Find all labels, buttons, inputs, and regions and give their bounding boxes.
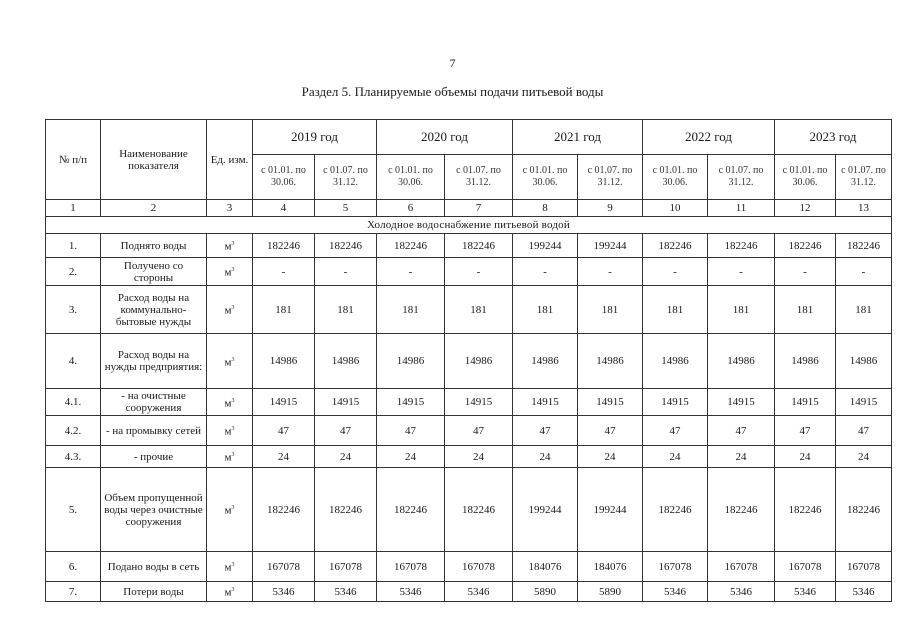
column-number: 8 bbox=[513, 200, 578, 217]
row-unit bbox=[207, 286, 253, 334]
unit-exponent: 3 bbox=[231, 356, 235, 363]
unit-exponent: 3 bbox=[231, 452, 235, 459]
period-h1: с 01.01. по 30.06. bbox=[253, 155, 315, 200]
value-cell: 167078 bbox=[445, 552, 513, 582]
column-number: 6 bbox=[377, 200, 445, 217]
unit-base: м bbox=[224, 425, 232, 438]
row-number: 4.3. bbox=[46, 446, 101, 468]
value-cell: 167078 bbox=[315, 552, 377, 582]
section-title: Раздел 5. Планируемые объемы подачи питьевой воды bbox=[301, 84, 604, 99]
unit-base: м bbox=[224, 586, 232, 599]
value-cell: 47 bbox=[643, 416, 708, 446]
value-cell: 182246 bbox=[836, 468, 892, 552]
value-cell: 167078 bbox=[708, 552, 775, 582]
period-h2: с 01.07. по 31.12. bbox=[836, 155, 892, 200]
value-cell: - bbox=[775, 258, 836, 286]
row-number: 4. bbox=[46, 334, 101, 389]
value-cell: - bbox=[513, 258, 578, 286]
unit-exponent: 3 bbox=[231, 305, 235, 312]
value-cell: 14986 bbox=[513, 334, 578, 389]
value-cell: 24 bbox=[445, 446, 513, 468]
value-cell: 182246 bbox=[315, 468, 377, 552]
value-cell: 14986 bbox=[377, 334, 445, 389]
value-cell: 182246 bbox=[377, 468, 445, 552]
value-cell: 5346 bbox=[708, 582, 775, 602]
value-cell: 14986 bbox=[836, 334, 892, 389]
table-row bbox=[46, 552, 892, 582]
unit-base: м bbox=[224, 304, 232, 317]
unit-exponent: 3 bbox=[231, 397, 235, 404]
row-unit bbox=[207, 416, 253, 446]
value-cell: 14915 bbox=[708, 389, 775, 416]
table-row bbox=[46, 468, 892, 552]
section-label: Холодное водоснабжение питьевой водой bbox=[46, 217, 892, 234]
row-name: - на промывку сетей bbox=[101, 416, 207, 446]
value-cell: 47 bbox=[253, 416, 315, 446]
unit-exponent: 3 bbox=[231, 267, 235, 274]
value-cell: 14986 bbox=[578, 334, 643, 389]
value-cell: - bbox=[643, 258, 708, 286]
row-number: 7. bbox=[46, 582, 101, 602]
value-cell: 5346 bbox=[315, 582, 377, 602]
period-h1: с 01.01. по 30.06. bbox=[513, 155, 578, 200]
value-cell: 5346 bbox=[836, 582, 892, 602]
unit-exponent: 3 bbox=[231, 587, 235, 594]
row-name: - на очистные сооружения bbox=[101, 389, 207, 416]
row-name: Подано воды в сеть bbox=[101, 552, 207, 582]
value-cell: 47 bbox=[775, 416, 836, 446]
row-name: Расход воды на коммунально-бытовые нужды bbox=[101, 286, 207, 334]
period-h1: с 01.01. по 30.06. bbox=[377, 155, 445, 200]
value-cell: 182246 bbox=[775, 468, 836, 552]
value-cell: 182246 bbox=[315, 234, 377, 258]
table-row bbox=[46, 258, 892, 286]
unit-exponent: 3 bbox=[231, 562, 235, 569]
period-h1: с 01.01. по 30.06. bbox=[775, 155, 836, 200]
column-number: 4 bbox=[253, 200, 315, 217]
value-cell: 181 bbox=[578, 286, 643, 334]
value-cell: 182246 bbox=[445, 234, 513, 258]
value-cell: 14986 bbox=[775, 334, 836, 389]
header-num: № п/п bbox=[46, 120, 101, 200]
table-row bbox=[46, 446, 892, 468]
row-unit bbox=[207, 468, 253, 552]
table-row bbox=[46, 334, 892, 389]
table-row bbox=[46, 582, 892, 602]
value-cell: 182246 bbox=[836, 234, 892, 258]
value-cell: 14915 bbox=[836, 389, 892, 416]
header-year-2019: 2019 год bbox=[253, 120, 377, 155]
value-cell: 47 bbox=[445, 416, 513, 446]
value-cell: 47 bbox=[377, 416, 445, 446]
period-h2: с 01.07. по 31.12. bbox=[578, 155, 643, 200]
row-number: 5. bbox=[46, 468, 101, 552]
period-h2: с 01.07. по 31.12. bbox=[445, 155, 513, 200]
unit-base: м bbox=[224, 561, 232, 574]
row-name: Получено со стороны bbox=[101, 258, 207, 286]
unit-base: м bbox=[224, 504, 232, 517]
header-year-2023: 2023 год bbox=[775, 120, 892, 155]
value-cell: 14915 bbox=[643, 389, 708, 416]
value-cell: 14986 bbox=[445, 334, 513, 389]
row-number: 1. bbox=[46, 234, 101, 258]
page-number: 7 bbox=[449, 56, 456, 70]
value-cell: 181 bbox=[708, 286, 775, 334]
value-cell: 181 bbox=[836, 286, 892, 334]
value-cell: 182246 bbox=[377, 234, 445, 258]
unit-base: м bbox=[224, 356, 232, 369]
value-cell: 167078 bbox=[643, 552, 708, 582]
value-cell: 47 bbox=[315, 416, 377, 446]
row-unit bbox=[207, 446, 253, 468]
value-cell: - bbox=[377, 258, 445, 286]
value-cell: 182246 bbox=[445, 468, 513, 552]
unit-base: м bbox=[224, 266, 232, 279]
header-year-2020: 2020 год bbox=[377, 120, 513, 155]
column-number: 7 bbox=[445, 200, 513, 217]
value-cell: 14915 bbox=[513, 389, 578, 416]
value-cell: 24 bbox=[377, 446, 445, 468]
value-cell: 167078 bbox=[253, 552, 315, 582]
value-cell: 24 bbox=[836, 446, 892, 468]
table-row bbox=[46, 416, 892, 446]
column-number: 12 bbox=[775, 200, 836, 217]
value-cell: 184076 bbox=[578, 552, 643, 582]
value-cell: 199244 bbox=[513, 234, 578, 258]
value-cell: 182246 bbox=[643, 468, 708, 552]
unit-base: м bbox=[224, 451, 232, 464]
table-row bbox=[46, 286, 892, 334]
value-cell: 181 bbox=[643, 286, 708, 334]
value-cell: 24 bbox=[775, 446, 836, 468]
value-cell: - bbox=[315, 258, 377, 286]
value-cell: 14915 bbox=[253, 389, 315, 416]
value-cell: 14915 bbox=[377, 389, 445, 416]
row-unit bbox=[207, 582, 253, 602]
value-cell: 24 bbox=[513, 446, 578, 468]
value-cell: 5346 bbox=[445, 582, 513, 602]
value-cell: 24 bbox=[315, 446, 377, 468]
unit-exponent: 3 bbox=[231, 241, 235, 248]
value-cell: 5890 bbox=[578, 582, 643, 602]
value-cell: 14915 bbox=[315, 389, 377, 416]
table-row bbox=[46, 234, 892, 258]
header-year-2022: 2022 год bbox=[643, 120, 775, 155]
value-cell: 182246 bbox=[253, 468, 315, 552]
value-cell: - bbox=[578, 258, 643, 286]
unit-exponent: 3 bbox=[231, 505, 235, 512]
row-name: Объем пропущенной воды через очистные сооружения bbox=[101, 468, 207, 552]
value-cell: 24 bbox=[253, 446, 315, 468]
value-cell: 14986 bbox=[708, 334, 775, 389]
row-number: 4.2. bbox=[46, 416, 101, 446]
water-supply-table bbox=[45, 119, 892, 602]
value-cell: 24 bbox=[708, 446, 775, 468]
header-name: Наименование показателя bbox=[101, 120, 207, 200]
value-cell: - bbox=[836, 258, 892, 286]
table-body bbox=[46, 234, 892, 602]
value-cell: 182246 bbox=[253, 234, 315, 258]
column-number: 5 bbox=[315, 200, 377, 217]
value-cell: 5890 bbox=[513, 582, 578, 602]
value-cell: 181 bbox=[315, 286, 377, 334]
value-cell: 199244 bbox=[578, 234, 643, 258]
row-unit bbox=[207, 258, 253, 286]
period-h2: с 01.07. по 31.12. bbox=[315, 155, 377, 200]
value-cell: 181 bbox=[253, 286, 315, 334]
value-cell: - bbox=[708, 258, 775, 286]
row-unit bbox=[207, 234, 253, 258]
unit-base: м bbox=[224, 240, 232, 253]
row-number: 2. bbox=[46, 258, 101, 286]
value-cell: - bbox=[445, 258, 513, 286]
value-cell: 14915 bbox=[775, 389, 836, 416]
value-cell: 167078 bbox=[775, 552, 836, 582]
header-year-2021: 2021 год bbox=[513, 120, 643, 155]
unit-base: м bbox=[224, 397, 232, 410]
column-number: 2 bbox=[101, 200, 207, 217]
table-row bbox=[46, 389, 892, 416]
row-number: 3. bbox=[46, 286, 101, 334]
value-cell: - bbox=[253, 258, 315, 286]
value-cell: 181 bbox=[513, 286, 578, 334]
value-cell: 181 bbox=[377, 286, 445, 334]
row-name: - прочие bbox=[101, 446, 207, 468]
value-cell: 199244 bbox=[578, 468, 643, 552]
value-cell: 182246 bbox=[708, 234, 775, 258]
column-number: 11 bbox=[708, 200, 775, 217]
period-h2: с 01.07. по 31.12. bbox=[708, 155, 775, 200]
row-number: 6. bbox=[46, 552, 101, 582]
value-cell: 181 bbox=[775, 286, 836, 334]
value-cell: 182246 bbox=[643, 234, 708, 258]
value-cell: 5346 bbox=[253, 582, 315, 602]
column-number: 9 bbox=[578, 200, 643, 217]
value-cell: 199244 bbox=[513, 468, 578, 552]
period-h1: с 01.01. по 30.06. bbox=[643, 155, 708, 200]
value-cell: 182246 bbox=[708, 468, 775, 552]
column-number: 3 bbox=[207, 200, 253, 217]
value-cell: 182246 bbox=[775, 234, 836, 258]
value-cell: 24 bbox=[578, 446, 643, 468]
unit-exponent: 3 bbox=[231, 426, 235, 433]
column-number: 10 bbox=[643, 200, 708, 217]
value-cell: 47 bbox=[578, 416, 643, 446]
row-name: Расход воды на нужды предприятия: bbox=[101, 334, 207, 389]
value-cell: 14986 bbox=[315, 334, 377, 389]
value-cell: 5346 bbox=[643, 582, 708, 602]
value-cell: 47 bbox=[836, 416, 892, 446]
value-cell: 14986 bbox=[643, 334, 708, 389]
value-cell: 47 bbox=[513, 416, 578, 446]
value-cell: 167078 bbox=[377, 552, 445, 582]
value-cell: 14915 bbox=[578, 389, 643, 416]
column-number-row bbox=[46, 200, 892, 217]
value-cell: 47 bbox=[708, 416, 775, 446]
value-cell: 5346 bbox=[377, 582, 445, 602]
table-header bbox=[46, 120, 892, 234]
value-cell: 14915 bbox=[445, 389, 513, 416]
header-unit: Ед. изм. bbox=[207, 120, 253, 200]
row-name: Поднято воды bbox=[101, 234, 207, 258]
value-cell: 14986 bbox=[253, 334, 315, 389]
row-unit bbox=[207, 552, 253, 582]
column-number: 13 bbox=[836, 200, 892, 217]
row-name: Потери воды bbox=[101, 582, 207, 602]
value-cell: 5346 bbox=[775, 582, 836, 602]
row-unit bbox=[207, 334, 253, 389]
value-cell: 184076 bbox=[513, 552, 578, 582]
column-number: 1 bbox=[46, 200, 101, 217]
row-unit bbox=[207, 389, 253, 416]
value-cell: 167078 bbox=[836, 552, 892, 582]
row-number: 4.1. bbox=[46, 389, 101, 416]
value-cell: 181 bbox=[445, 286, 513, 334]
value-cell: 24 bbox=[643, 446, 708, 468]
